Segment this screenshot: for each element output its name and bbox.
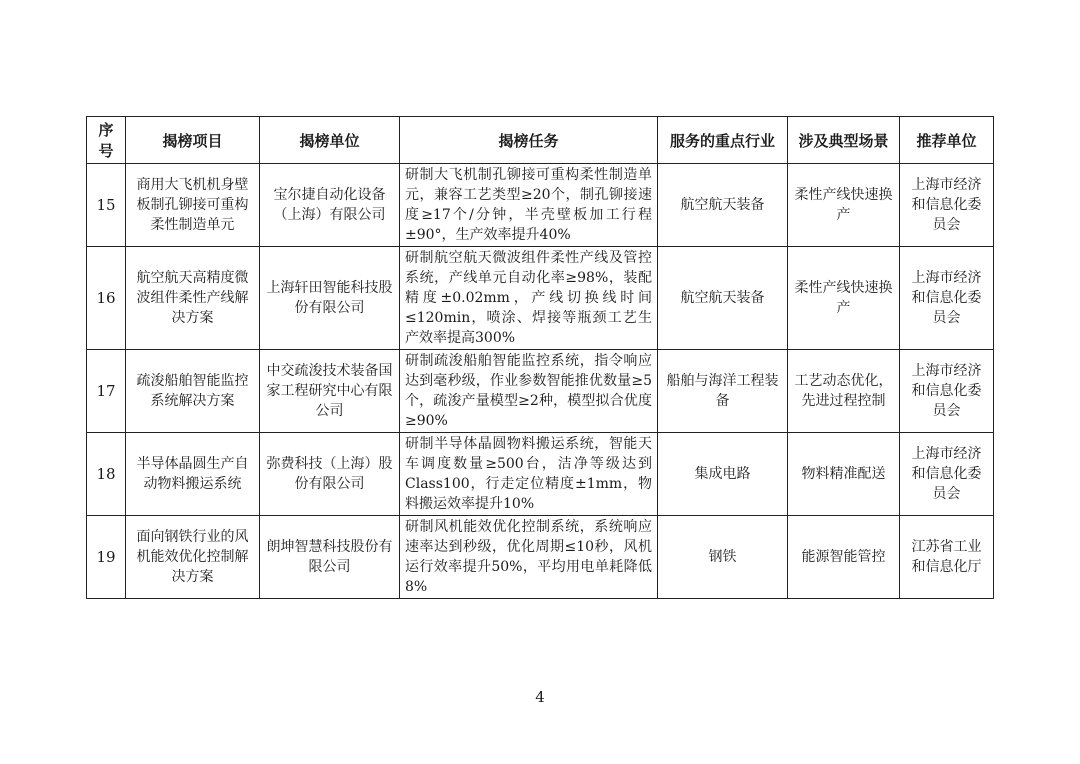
task-description: 研制半导体晶圆物料搬运系统，智能天车调度数量≥500台，洁净等级达到Class100，行走定位精度±1mm，物料搬运效率提升10% (400, 433, 658, 516)
header-project: 揭榜项目 (126, 117, 260, 164)
header-unit: 揭榜单位 (260, 117, 400, 164)
row-number: 17 (87, 350, 126, 433)
header-task: 揭榜任务 (400, 117, 658, 164)
key-industry: 航空航天装备 (658, 247, 788, 350)
header-no: 序号 (87, 117, 126, 164)
project-table (86, 116, 994, 599)
task-description: 研制大飞机制孔铆接可重构柔性制造单元，兼容工艺类型≥20个，制孔铆接速度≥17个/分钟，半壳壁板加工行程±90°，生产效率提升40% (400, 164, 658, 247)
row-number: 19 (87, 516, 126, 599)
unit-name: 朗坤智慧科技股份有限公司 (260, 516, 400, 599)
unit-name: 宝尔捷自动化设备（上海）有限公司 (260, 164, 400, 247)
project-name: 疏浚船舶智能监控系统解决方案 (126, 350, 260, 433)
table-header-row (87, 117, 994, 164)
key-industry: 航空航天装备 (658, 164, 788, 247)
typical-scenario: 柔性产线快速换产 (788, 164, 900, 247)
project-name: 商用大飞机机身壁板制孔铆接可重构柔性制造单元 (126, 164, 260, 247)
project-name: 面向钢铁行业的风机能效优化控制解决方案 (126, 516, 260, 599)
table-row (87, 516, 994, 599)
table-row (87, 247, 994, 350)
recommender: 上海市经济和信息化委员会 (900, 164, 994, 247)
typical-scenario: 能源智能管控 (788, 516, 900, 599)
key-industry: 船舶与海洋工程装备 (658, 350, 788, 433)
typical-scenario: 物料精准配送 (788, 433, 900, 516)
recommender: 上海市经济和信息化委员会 (900, 350, 994, 433)
task-description: 研制疏浚船舶智能监控系统，指令响应达到毫秒级，作业参数智能推优数量≥5个，疏浚产量模型≥2种，模型拟合优度≥90% (400, 350, 658, 433)
key-industry: 钢铁 (658, 516, 788, 599)
unit-name: 上海轩田智能科技股份有限公司 (260, 247, 400, 350)
recommender: 上海市经济和信息化委员会 (900, 433, 994, 516)
task-description: 研制航空航天微波组件柔性产线及管控系统，产线单元自动化率≥98%，装配精度±0.02mm，产线切换线时间≤120min，喷涂、焊接等瓶颈工艺生产效率提高300% (400, 247, 658, 350)
recommender: 上海市经济和信息化委员会 (900, 247, 994, 350)
row-number: 16 (87, 247, 126, 350)
typical-scenario: 柔性产线快速换产 (788, 247, 900, 350)
row-number: 18 (87, 433, 126, 516)
table-row (87, 164, 994, 247)
task-description: 研制风机能效优化控制系统，系统响应速率达到秒级，优化周期≤10秒，风机运行效率提升50%，平均用电单耗降低8% (400, 516, 658, 599)
header-industry: 服务的重点行业 (658, 117, 788, 164)
project-name: 半导体晶圆生产自动物料搬运系统 (126, 433, 260, 516)
key-industry: 集成电路 (658, 433, 788, 516)
table-row (87, 350, 994, 433)
header-scenario: 涉及典型场景 (788, 117, 900, 164)
unit-name: 弥费科技（上海）股份有限公司 (260, 433, 400, 516)
row-number: 15 (87, 164, 126, 247)
project-name: 航空航天高精度微波组件柔性产线解决方案 (126, 247, 260, 350)
header-recommender: 推荐单位 (900, 117, 994, 164)
recommender: 江苏省工业和信息化厅 (900, 516, 994, 599)
page-number: 4 (535, 688, 545, 706)
unit-name: 中交疏浚技术装备国家工程研究中心有限公司 (260, 350, 400, 433)
typical-scenario: 工艺动态优化，先进过程控制 (788, 350, 900, 433)
table-row (87, 433, 994, 516)
